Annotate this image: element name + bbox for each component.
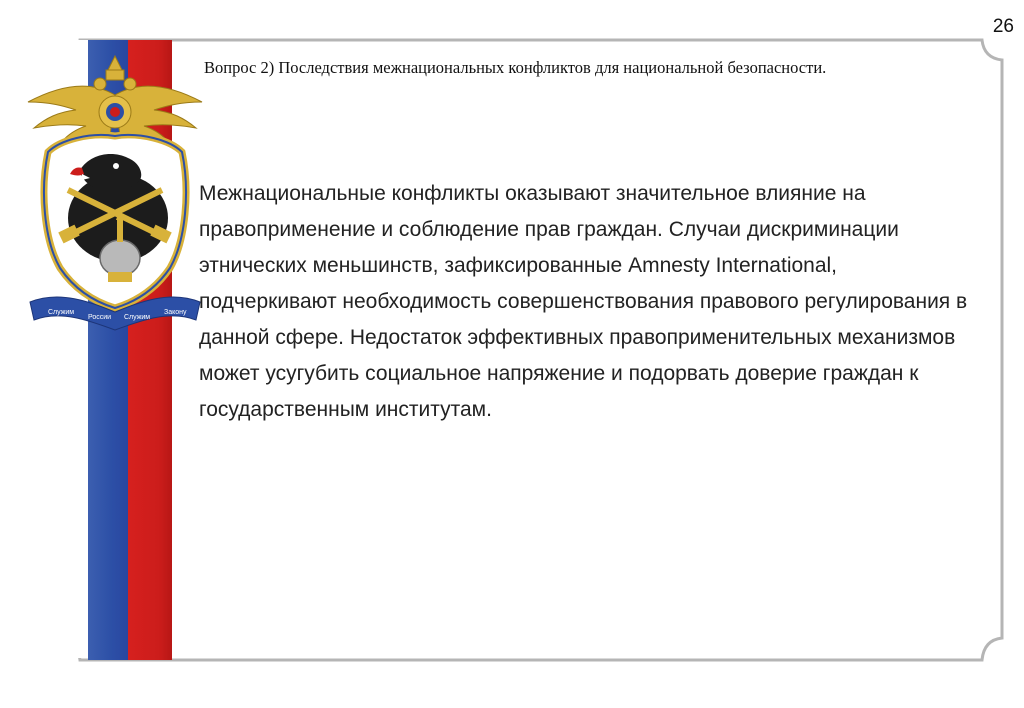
coat-of-arms-emblem [20, 40, 210, 340]
ribbon-word-2: России [88, 314, 112, 321]
body-paragraph: Межнациональные конфликты оказывают значительное влияние на правоприменение и соблюдение прав граждан. Случаи дискриминации этнических меньшинств, зафиксированные Amnesty International, подчеркивают необходимость совершенствования правового регулирования в данной сфере. Недостаток эффективных правоприменительных механизмов может усугубить социальное напряжение и подорвать доверие граждан к государственным институтам. [199, 182, 968, 421]
ribbon-word-4: Закону [164, 309, 187, 316]
double-headed-eagle-icon [28, 56, 202, 144]
ribbon-word-3: Служим [124, 314, 151, 321]
question-title: Вопрос 2) Последствия межнациональных конфликтов для национальной безопасности. [204, 58, 827, 77]
ribbon-word-1: Служим [48, 309, 75, 316]
slide-number: 26 [992, 16, 1014, 37]
